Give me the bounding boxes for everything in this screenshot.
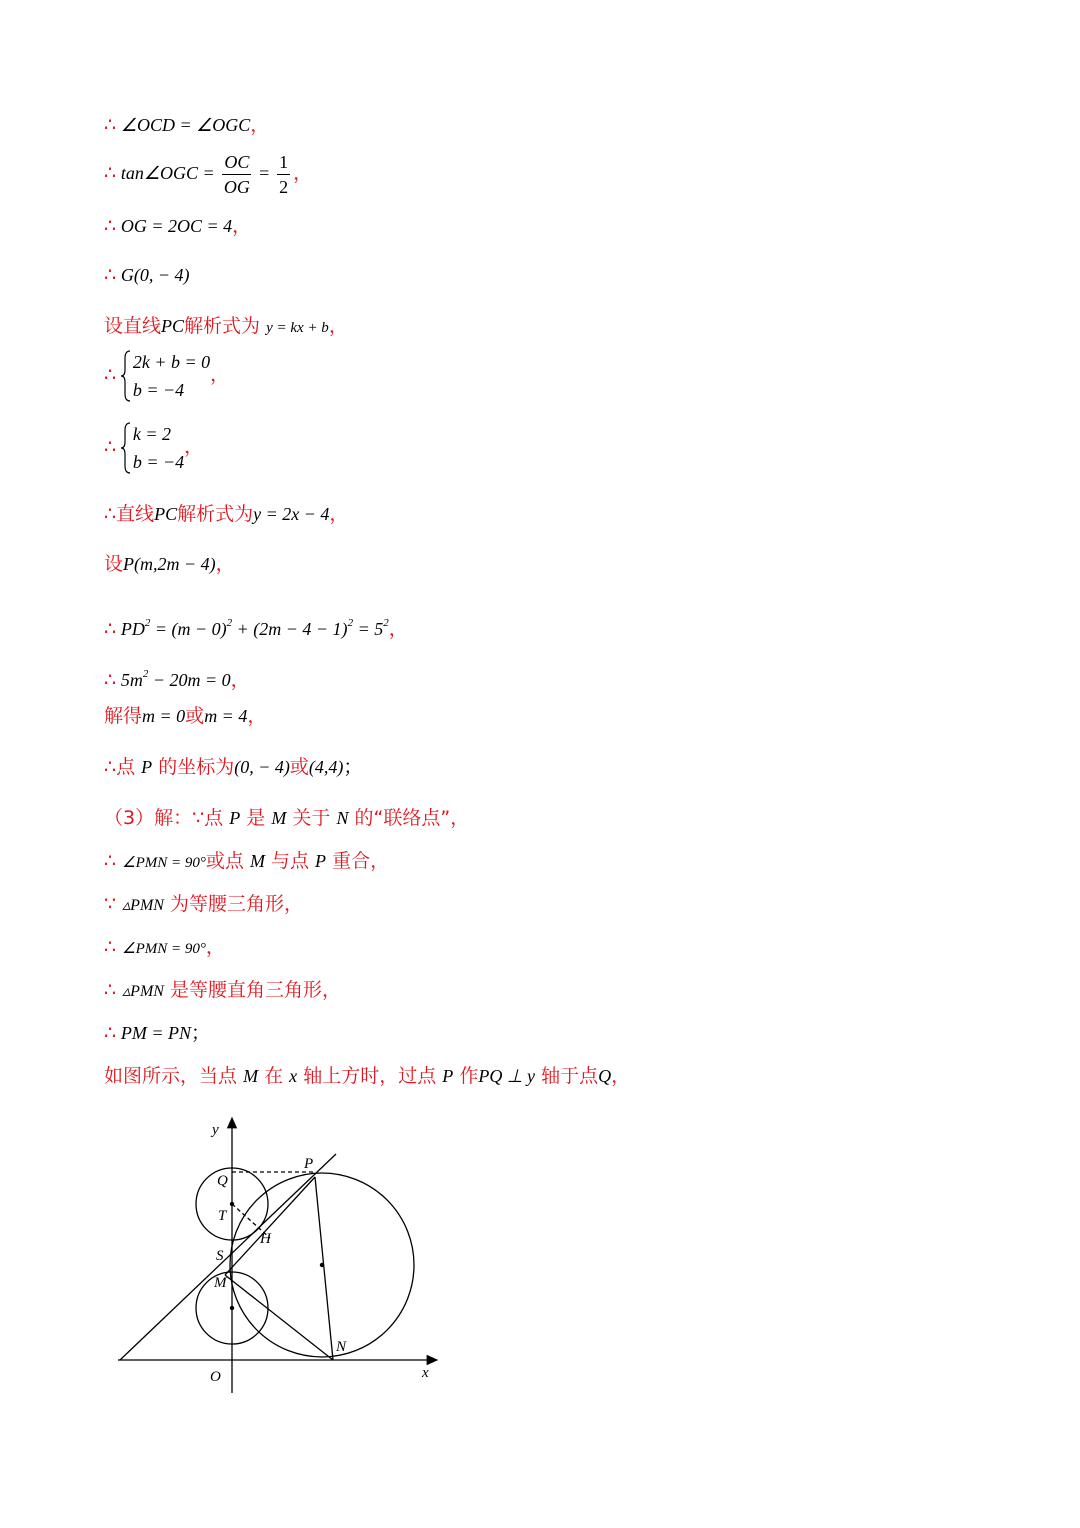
line-through-m-p xyxy=(120,1154,336,1360)
therefore-symbol: ∴ xyxy=(104,1023,117,1044)
text: 设直线 xyxy=(104,315,162,337)
math-expr: P(m,2m − 4) xyxy=(123,554,216,574)
text: 是 xyxy=(246,807,266,829)
var: M xyxy=(271,808,287,828)
line-16 xyxy=(104,892,303,918)
segment-pn xyxy=(315,1177,333,1360)
text: 在 xyxy=(264,1065,284,1087)
punct: ， xyxy=(328,315,348,337)
math-expr: PM = PN xyxy=(120,1023,191,1043)
var: P xyxy=(141,757,153,777)
therefore-symbol: ∴ xyxy=(104,162,117,184)
therefore-symbol: ∴ xyxy=(104,670,117,691)
therefore-symbol: ∴ xyxy=(104,503,117,525)
punct: ， xyxy=(293,162,313,184)
label-h: H xyxy=(260,1231,271,1247)
line-3 xyxy=(104,214,251,239)
therefore-symbol: ∴ xyxy=(104,850,117,872)
text: 为等腰三角形， xyxy=(170,893,304,915)
text: 点 xyxy=(116,756,136,778)
therefore-symbol: ∴ xyxy=(104,115,117,136)
punct: ， xyxy=(250,115,270,136)
text: 关于 xyxy=(292,807,331,829)
math-expr: $PD^2 = (m - 0)^2 + (2m - 4 - 1)^2 = 5^2$ xyxy=(120,617,389,639)
math-expr: y = kx + b xyxy=(266,320,329,336)
var: M xyxy=(243,1066,259,1086)
var: P xyxy=(315,851,327,871)
punct: ， xyxy=(205,936,225,958)
var: P xyxy=(442,1066,454,1086)
text: 或 xyxy=(289,756,309,778)
line-9 xyxy=(104,552,235,576)
label-n: N xyxy=(336,1339,347,1355)
line-14 xyxy=(104,806,469,830)
text: 设 xyxy=(104,553,124,575)
math-expr: ∠PMN = 90° xyxy=(122,941,206,957)
punct: ， xyxy=(184,436,204,458)
punct: ， xyxy=(388,619,408,640)
label-q: Q xyxy=(217,1173,228,1189)
fraction-one-half: $\frac{1}{2}$ xyxy=(279,152,289,197)
label-p: P xyxy=(304,1156,314,1172)
text: 的坐标为 xyxy=(158,756,235,778)
punct: ， xyxy=(329,503,349,525)
text: 或点 xyxy=(205,850,244,872)
math-expr: ▵PMN xyxy=(122,897,164,914)
line-5 xyxy=(104,314,348,340)
line-11 xyxy=(104,662,250,693)
line-19 xyxy=(104,1021,210,1046)
var: PC xyxy=(161,316,185,336)
text: （3）解：∵点 xyxy=(104,807,224,829)
punct: ， xyxy=(232,216,252,237)
system-row: 2k + b = 0 xyxy=(132,352,211,372)
punct: ； xyxy=(343,756,363,778)
fraction-oc-og: $\frac{OC}{OG}$ xyxy=(223,152,250,197)
line-6 xyxy=(104,348,229,404)
punct: ， xyxy=(215,553,235,575)
text: 重合， xyxy=(332,850,390,872)
text: 解析式为 xyxy=(184,315,261,337)
punct: ， xyxy=(247,705,267,727)
therefore-symbol: ∴ xyxy=(104,619,117,640)
therefore-symbol: ∴ xyxy=(104,265,117,286)
therefore-symbol: ∴ xyxy=(104,936,117,958)
equation-system xyxy=(121,348,210,404)
math-expr: PQ ⊥ y xyxy=(478,1066,536,1086)
line-12 xyxy=(104,704,266,728)
therefore-symbol: ∴ xyxy=(104,756,117,778)
line-17 xyxy=(104,935,225,961)
punct: ； xyxy=(190,1023,210,1044)
line-10 xyxy=(104,611,408,642)
label-t: T xyxy=(218,1208,227,1224)
text: 如图所示，当点 xyxy=(104,1065,238,1087)
math-eq: = xyxy=(259,162,270,183)
label-y: y xyxy=(212,1122,219,1138)
label-m: M xyxy=(214,1275,227,1291)
text: 作 xyxy=(459,1065,479,1087)
math-expr: tan∠OGC = xyxy=(120,162,215,183)
system-row: b = −4 xyxy=(132,452,185,472)
punct: ， xyxy=(210,364,230,386)
line-4 xyxy=(104,263,189,288)
text: 轴上方时，过点 xyxy=(303,1065,437,1087)
segment-mn xyxy=(225,1275,333,1360)
math-expr: m = 4 xyxy=(204,706,248,726)
math-expr: $5m^2 - 20m = 0$ xyxy=(120,668,231,690)
therefore-symbol: ∴ xyxy=(104,437,117,458)
math-expr: m = 0 xyxy=(142,706,186,726)
math-expr: y = 2x − 4 xyxy=(253,504,330,524)
math-expr: (4,4) xyxy=(308,757,344,777)
math-expr: ∠OCD = ∠OGC xyxy=(120,115,251,135)
brace-icon xyxy=(121,350,131,402)
center-dot-upper xyxy=(230,1202,234,1206)
var: N xyxy=(336,808,349,828)
line-18 xyxy=(104,978,341,1004)
line-20 xyxy=(104,1064,630,1088)
geometry-figure xyxy=(100,1110,460,1400)
center-dot-large xyxy=(320,1263,324,1267)
line-1 xyxy=(104,113,269,138)
therefore-symbol: ∴ xyxy=(104,216,117,237)
math-expr: (0, − 4) xyxy=(234,757,290,777)
var: M xyxy=(249,851,265,871)
var: x xyxy=(289,1066,298,1086)
label-o: O xyxy=(210,1369,221,1385)
math-expr: ▵PMN xyxy=(122,983,164,1000)
var: P xyxy=(229,808,241,828)
brace-icon xyxy=(121,422,131,474)
text: 直线 xyxy=(116,503,155,525)
text: 与点 xyxy=(270,850,309,872)
therefore-symbol: ∴ xyxy=(104,979,117,1001)
math-expr: OG = 2OC = 4 xyxy=(120,216,233,236)
line-15 xyxy=(104,849,389,875)
text: 或 xyxy=(185,705,205,727)
line-2 xyxy=(104,150,312,199)
label-s: S xyxy=(216,1248,224,1264)
var: Q xyxy=(598,1066,612,1086)
center-dot-lower xyxy=(230,1306,234,1310)
line-7 xyxy=(104,420,203,476)
var: PC xyxy=(154,504,178,524)
system-row: b = −4 xyxy=(132,380,185,400)
text: 是等腰直角三角形， xyxy=(170,979,342,1001)
because-symbol: ∵ xyxy=(104,893,117,915)
math-expr: ∠PMN = 90° xyxy=(122,855,206,871)
line-8 xyxy=(104,502,348,526)
text: 轴于点 xyxy=(541,1065,599,1087)
punct: ， xyxy=(611,1065,631,1087)
label-x: x xyxy=(422,1365,429,1381)
therefore-symbol: ∴ xyxy=(104,365,117,386)
text: 解析式为 xyxy=(177,503,254,525)
text: 解得 xyxy=(104,705,143,727)
math-expr: G(0, − 4) xyxy=(120,265,190,285)
line-13 xyxy=(104,755,362,779)
system-row: k = 2 xyxy=(132,424,171,444)
punct: ， xyxy=(230,670,250,691)
equation-system xyxy=(121,420,184,476)
text: 的“联络点”， xyxy=(354,807,470,829)
